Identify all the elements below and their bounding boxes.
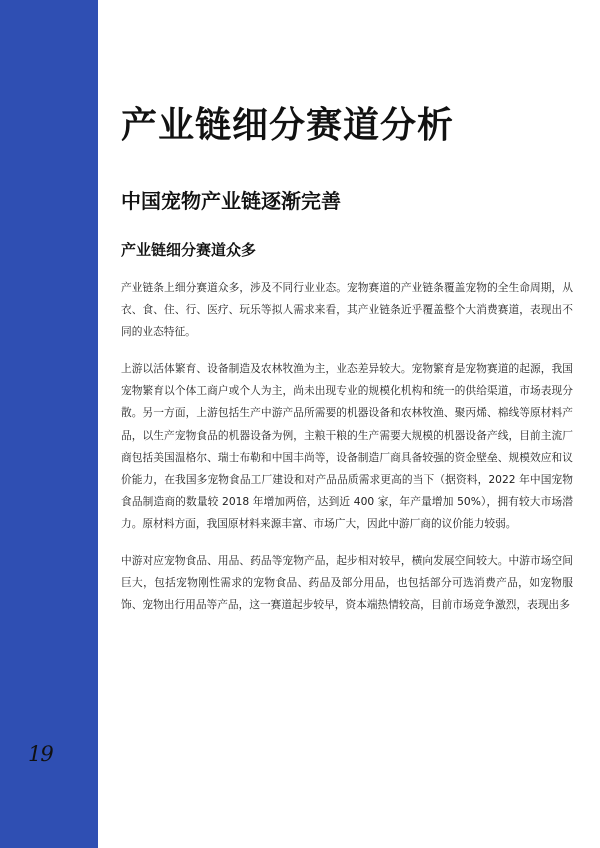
- section-title: 中国宠物产业链逐渐完善: [121, 189, 341, 213]
- paragraph-industry-overview: 产业链条上细分赛道众多，涉及不同行业业态。宠物赛道的产业链条覆盖宠物的全生命周期，从衣、食、住、行、医疗、玩乐等拟人需求来看，其产业链条近乎覆盖整个大消费赛道，表现出不同的业态特征。: [121, 281, 573, 339]
- side-color-band: [0, 0, 98, 848]
- page-number: 19: [28, 742, 53, 766]
- paragraph-upstream: 上游以活体繁育、设备制造及农林牧渔为主，业态差异较大。宠物繁育是宠物赛道的起源，我国宠物繁育以个体工商户或个人为主，尚未出现专业的规模化机构和统一的供给渠道，市场表现分散。另一方面，上游包括生产中游产品所需要的机器设备和农林牧渔、聚丙烯、棉线等原材料产品，以生产宠物食品的机器设备为例，主粮干粮的生产需要大规模的机器设备产线，目前主流厂商包括美国温格尔、瑞士布勒和中国丰尚等，设备制造厂商具备较强的资金壁垒、规模效应和议价能力，在我国多宠物食品工厂建设和对产品品质需求更高的当下（据资料，2022 年中国宠物食品制造商的数量较 2018 年增加两倍，达到近 400 家，年产量增加 50%），拥有较大市场潜力。原材料方面，我国原材料来源丰富、市场广大，因此中游厂商的议价能力较弱。: [121, 362, 573, 530]
- page-title: 产业链细分赛道分析: [121, 105, 455, 146]
- subsection-title: 产业链细分赛道众多: [121, 241, 257, 259]
- paragraph-midstream: 中游对应宠物食品、用品、药品等宠物产品，起步相对较早，横向发展空间较大。中游市场空间巨大，包括宠物刚性需求的宠物食品、药品及部分用品，也包括部分可选消费产品，如宠物服饰、宠物出行用品等产品，这一赛道起步较早，资本端热情较高，目前市场竞争激烈，表现出多: [121, 554, 573, 612]
- body-text: [121, 277, 573, 631]
